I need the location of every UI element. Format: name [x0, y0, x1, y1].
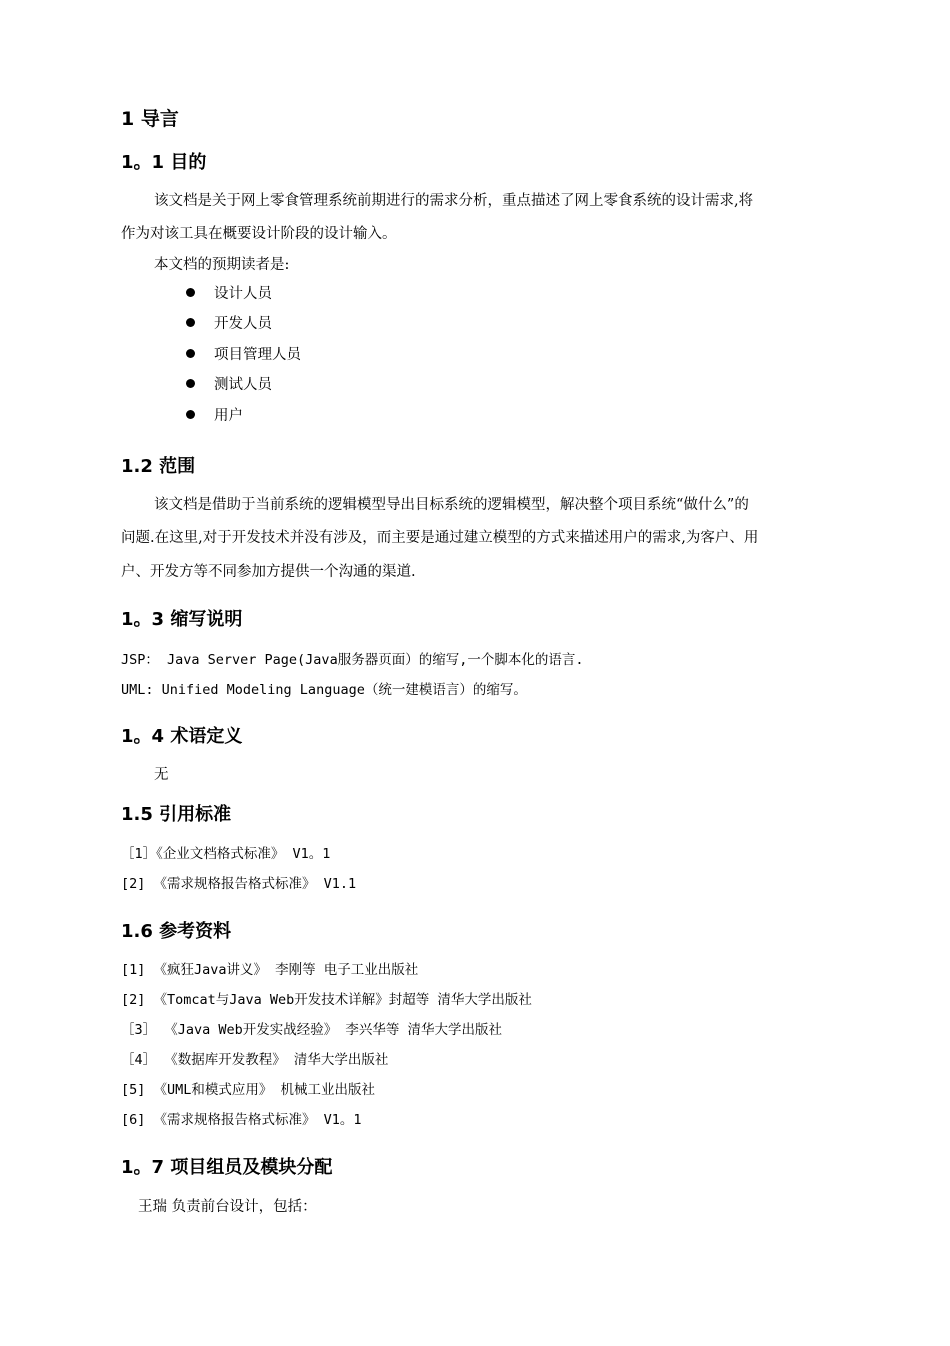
- bullet-icon: [186, 288, 195, 297]
- purpose-paragraph-line-1: 该文档是关于网上零食管理系统前期进行的需求分析，重点描述了网上零食系统的设计需求,将: [154, 193, 754, 209]
- reference-item-6: [6] 《需求规格报告格式标准》 V1。1: [121, 1112, 362, 1128]
- bullet-icon: [186, 318, 195, 327]
- section-1-1-heading: 1。1 目的: [121, 152, 207, 173]
- purpose-paragraph-line-2: 作为对该工具在概要设计阶段的设计输入。: [121, 226, 397, 242]
- bullet-icon: [186, 349, 195, 358]
- reference-item-3: ［3］ 《Java Web开发实战经验》 李兴华等 清华大学出版社: [121, 1022, 503, 1038]
- abbrev-jsp: JSP： Java Server Page(Java服务器页面）的缩写,一个脚本化的语言.: [121, 652, 584, 668]
- terms-content: 无: [154, 767, 169, 783]
- scope-paragraph-line-3: 户、开发方等不同参加方提供一个沟通的渠道.: [121, 564, 416, 580]
- scope-paragraph-line-2: 问题.在这里,对于开发技术并没有涉及，而主要是通过建立模型的方式来描述用户的需求,为客户、用: [121, 530, 759, 546]
- abbrev-uml: UML: Unified Modeling Language（统一建模语言）的缩写。: [121, 682, 527, 698]
- bullet-icon: [186, 410, 195, 419]
- section-1-heading: 1 导言: [121, 108, 179, 130]
- list-item: 开发人员: [214, 316, 272, 332]
- bullet-icon: [186, 379, 195, 388]
- list-item: 项目管理人员: [214, 347, 301, 363]
- standard-ref-2: [2] 《需求规格报告格式标准》 V1.1: [121, 876, 357, 892]
- reference-item-5: [5] 《UML和模式应用》 机械工业出版社: [121, 1082, 376, 1098]
- section-1-4-heading: 1。4 术语定义: [121, 726, 243, 747]
- list-item: 测试人员: [214, 377, 272, 393]
- list-item: 用户: [214, 408, 243, 424]
- section-1-6-heading: 1.6 参考资料: [121, 921, 232, 942]
- standard-ref-1: ［1］《企业文档格式标准》 V1。1: [121, 846, 331, 862]
- section-1-2-heading: 1.2 范围: [121, 456, 196, 477]
- list-item: 设计人员: [214, 286, 272, 302]
- readers-intro: 本文档的预期读者是:: [154, 257, 290, 273]
- section-1-7-heading: 1。7 项目组员及模块分配: [121, 1157, 333, 1178]
- scope-paragraph-line-1: 该文档是借助于当前系统的逻辑模型导出目标系统的逻辑模型，解决整个项目系统“做什么”的: [154, 497, 749, 513]
- reference-item-2: [2] 《Tomcat与Java Web开发技术详解》封超等 清华大学出版社: [121, 992, 532, 1008]
- reference-item-1: [1] 《疯狂Java讲义》 李刚等 电子工业出版社: [121, 962, 419, 978]
- team-member-line: 王瑞 负责前台设计，包括：: [138, 1199, 317, 1215]
- reference-item-4: ［4］ 《数据库开发教程》 清华大学出版社: [121, 1052, 389, 1068]
- section-1-3-heading: 1。3 缩写说明: [121, 609, 243, 630]
- section-1-5-heading: 1.5 引用标准: [121, 804, 232, 825]
